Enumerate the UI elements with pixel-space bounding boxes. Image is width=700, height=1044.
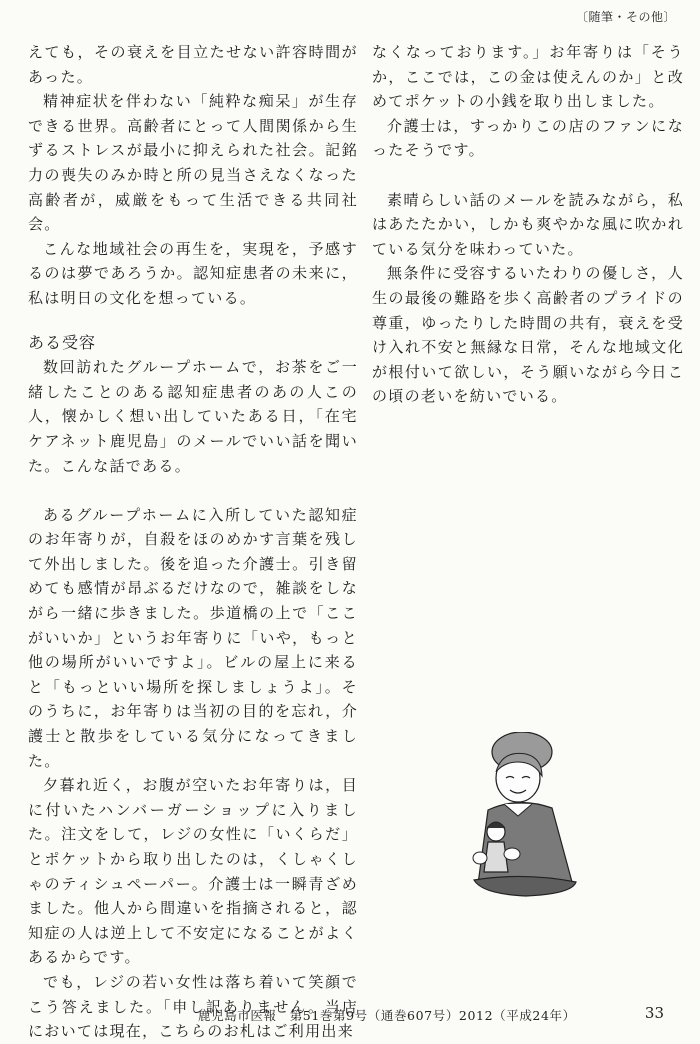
paragraph: 数回訪れたグループホームで，お茶をご一緒したことのある認知症患者のあの人この人，懐かしく想い出していたある日，「在宅ケアネット鹿児島」のメールでいい話を聞いた。こんな話である。 <box>28 358 358 475</box>
paragraph: 無条件に受容するいたわりの優しさ，人生の最後の難路を歩く高齢者のプライドの尊重，ゆったりした時間の共有，衰えを受け入れ不安と無縁な日常，そんな地域文化が根付いて欲しい，そう願いながら今日この頃の老いを紡いでいる。 <box>372 264 684 406</box>
paragraph: 素晴らしい話のメールを読みながら，私はあたたかい，しかも爽やかな風に吹かれている気分を味わっていた。 <box>372 190 684 258</box>
paragraph: 夕暮れ近く，お腹が空いたお年寄りは，目に付いたハンバーガーショップに入りました。注文をして，レジの女性に「いくらだ」とポケットから取り出したのは，くしゃくしゃのティシュペーパー。介護士は一瞬青ざめました。他人から間違いを指摘されると，認知症の人は逆上して不安定になることがよくあるからです。 <box>28 776 358 967</box>
page-footer <box>0 1006 700 1030</box>
illustration-svg <box>468 732 588 897</box>
paragraph: 介護士は，すっかりこの店のファンになったそうです。 <box>372 116 684 160</box>
paragraph: あるグループホームに入所していた認知症のお年寄りが，自殺をほのめかす言葉を残して外出しました。後を追った介護士。引き留めても感情が昂ぶるだけなので，雑談をしながら一緒に歩きました。歩道橋の上で「ここがいいか」というお年寄りに「いや，もっと他の場所がいいですよ」。ビルの屋上に来ると「もっといい場所を探しましょうよ」。そのうちに，お年寄りは当初の目的を忘れ，介護士と散歩をしている気分になってきました。 <box>28 505 358 770</box>
section-tag: 〔随筆・その他〕 <box>575 10 676 24</box>
paragraph: えても，その衰えを目立たせない許容時間があった。 <box>28 43 358 86</box>
right-column <box>372 40 684 409</box>
journal-info: 鹿児島市医報 第51巻第9号（通巻607号）2012（平成24年） <box>198 1008 576 1023</box>
section-heading: ある受容 <box>28 332 97 352</box>
paragraph: なくなっております。」お年寄りは「そうか，ここでは，この金は使えんのか」と改めてポケットの小銭を取り出しました。 <box>372 43 684 111</box>
paragraph: こんな地域社会の再生を，実現を，予感するのは夢であろうか。認知症患者の未来に，私は明日の文化を想っている。 <box>28 239 358 307</box>
left-column <box>28 40 358 1044</box>
elderly-woman-with-doll-illustration <box>468 732 588 897</box>
paragraph: でも，レジの若い女性は落ち着いて笑顔でこう答えました。「申し訳ありません。当店においては現在，こちらのお札はご利用出来 <box>28 972 358 1041</box>
paragraph: 精神症状を伴わない「純粋な痴呆」が生存できる世界。高齢者にとって人間関係から生ずるストレスが最小に抑えられた社会。記銘力の喪失のみか時と所の見当さえなくなった高齢者が，威厳をもって生活できる共同社会。 <box>28 92 358 234</box>
page-number: 33 <box>644 1004 664 1022</box>
paragraph-gap <box>372 163 684 188</box>
doll-body-icon <box>484 842 508 872</box>
paragraph-gap <box>28 478 358 503</box>
